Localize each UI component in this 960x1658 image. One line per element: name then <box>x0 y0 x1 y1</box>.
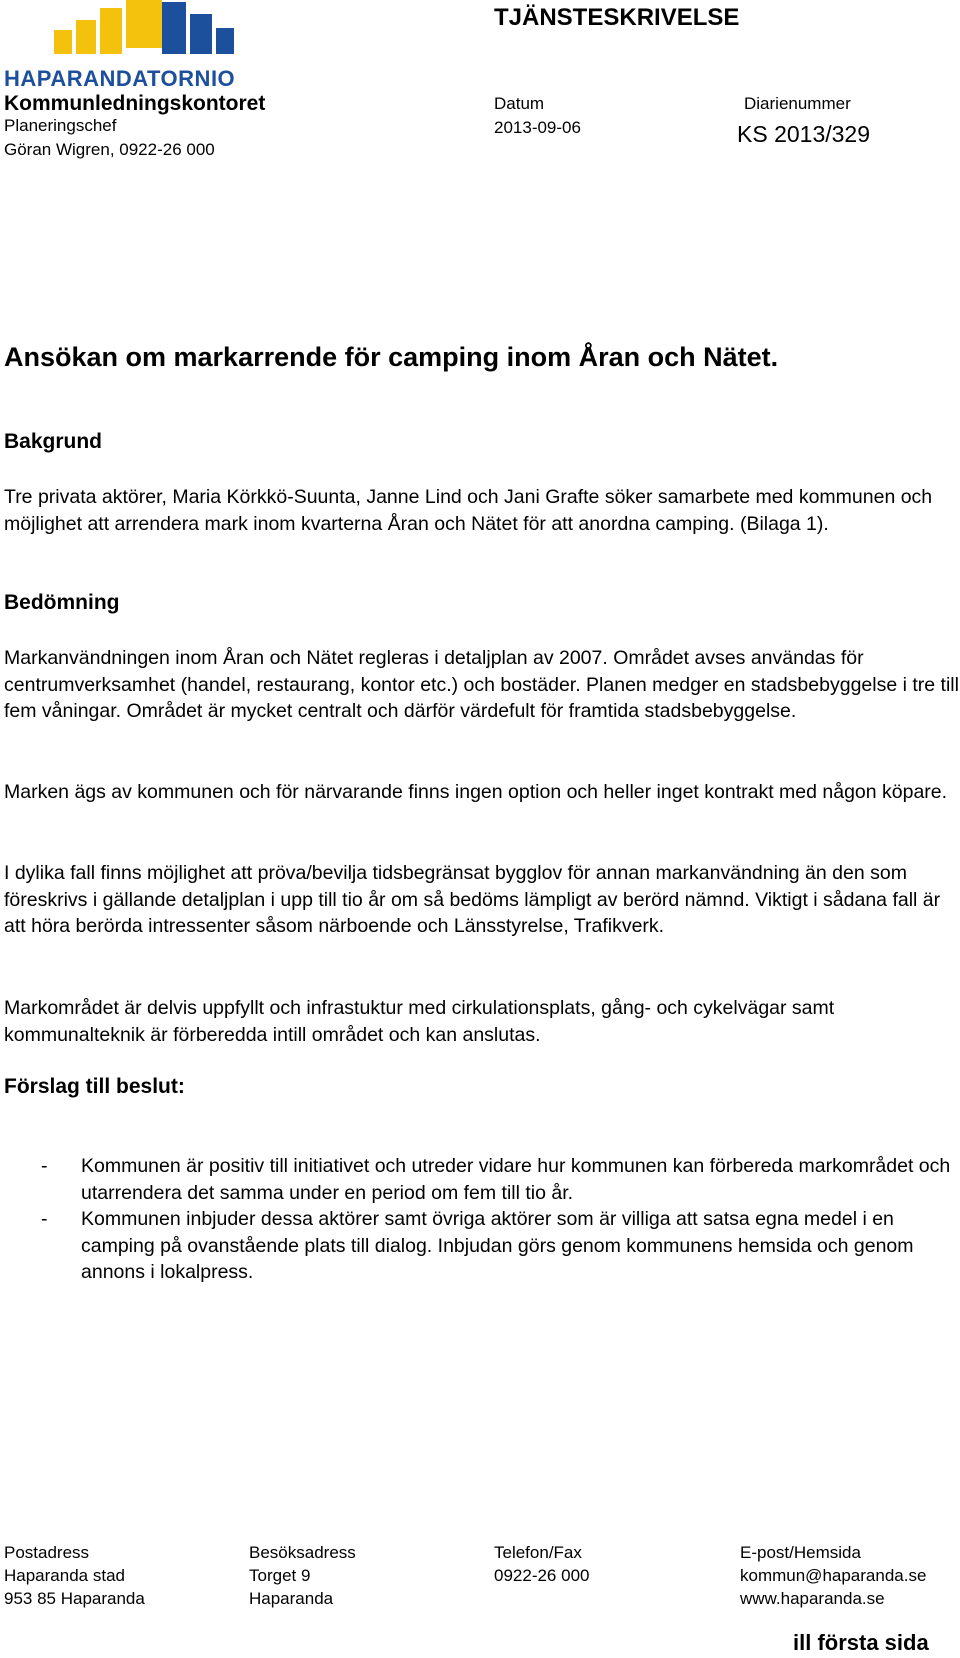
footer-besoksadress-label: Besöksadress <box>249 1543 356 1562</box>
section-heading-bedomning: Bedömning <box>4 591 120 614</box>
list-dash: - <box>41 1155 48 1177</box>
author-role: Planeringschef <box>4 116 117 135</box>
document-type: TJÄNSTESKRIVELSE <box>494 4 740 31</box>
footer-postadress <box>4 1541 145 1610</box>
haparanda-tornio-logo <box>4 0 279 92</box>
list-item-text: Kommunen är positiv till initiativet och utreder vidare hur kommunen kan förbereda markområdet och utarrendera det samma under en period om fem till tio år. <box>81 1155 951 1204</box>
bedomning-paragraph-1: Markanvändningen inom Åran och Nätet regleras i detaljplan av 2007. Området avses användas för centrumverksamhet (handel, restaurang, kontor etc.) och bostäder. Planen medger en stadsbebyggelse i tre till fem våningar. Området är mycket centralt och därför värdefult för framtida stadsbebyggelse. <box>4 647 959 722</box>
section-heading-bakgrund: Bakgrund <box>4 430 103 453</box>
diarienummer-label: Diarienummer <box>744 94 851 113</box>
bakgrund-paragraph: Tre privata aktörer, Maria Körkkö-Suunta, Janne Lind och Jani Grafte söker samarbete med kommunen och möjlighet att arrendera mark inom kvarterna Åran och Nätet för att anordna camping. (Bilaga 1). <box>4 486 933 535</box>
footer-besoksadress-line2: Haparanda <box>249 1589 334 1608</box>
footer-postadress-line1: Haparanda stad <box>4 1566 125 1585</box>
list-item <box>4 1153 954 1206</box>
bedomning-paragraph-4: Markområdet är delvis uppfyllt och infrastuktur med cirkulationsplats, gång- och cykelvägar samt kommunalteknik är förberedda intill området och kan anslutas. <box>4 997 835 1046</box>
footer-website-link[interactable]: www.haparanda.se <box>740 1589 885 1608</box>
author-name-phone: Göran Wigren, 0922-26 000 <box>4 140 215 159</box>
footer-postadress-label: Postadress <box>4 1543 90 1562</box>
list-dash: - <box>41 1208 48 1230</box>
list-item-text: Kommunen inbjuder dessa aktörer samt övriga aktörer som är villiga att satsa egna medel i en camping på ovanstående plats till dialog. Inbjudan görs genom kommunens hemsida och genom annons i lokalpress. <box>81 1208 914 1283</box>
page-marker: ill första sida <box>793 1630 929 1655</box>
bedomning-paragraph-3: I dylika fall finns möjlighet att pröva/bevilja tidsbegränsat bygglov för annan markanvändning än den som föreskrivs i gällande detaljplan i upp till tio år om så bedöms lämpligt av berörd nämnd. Viktigt i sådana fall är att höra berörda intressenter såsom närboende och Länsstyrelse, Trafikverk. <box>4 862 941 937</box>
page-title: Ansökan om markarrende för camping inom Åran och Nätet. <box>4 342 779 372</box>
list-item <box>4 1206 954 1286</box>
bedomning-paragraph-2: Marken ägs av kommunen och för närvarande finns ingen option och heller inget kontrakt med någon köpare. <box>4 781 948 803</box>
footer-besoksadress <box>249 1541 356 1610</box>
footer-besoksadress-line1: Torget 9 <box>249 1566 311 1585</box>
footer-postadress-line2: 953 85 Haparanda <box>4 1589 145 1608</box>
logo-graphic-icon <box>4 0 279 66</box>
footer-telefon-value: 0922-26 000 <box>494 1566 590 1585</box>
department-name: Kommunledningskontoret <box>4 92 266 115</box>
footer-telefon <box>494 1541 589 1587</box>
proposal-list <box>4 1153 954 1286</box>
logo-wordmark: HAPARANDATORNIO <box>4 66 236 91</box>
diarienummer-value: KS 2013/329 <box>737 121 871 147</box>
footer-email-link[interactable]: kommun@haparanda.se <box>740 1566 927 1585</box>
section-heading-forslag: Förslag till beslut: <box>4 1075 185 1098</box>
footer-epost <box>740 1541 926 1610</box>
footer-telefon-label: Telefon/Fax <box>494 1543 582 1562</box>
date-label: Datum <box>494 94 545 113</box>
date-value: 2013-09-06 <box>494 118 581 137</box>
footer-epost-label: E-post/Hemsida <box>740 1543 861 1562</box>
